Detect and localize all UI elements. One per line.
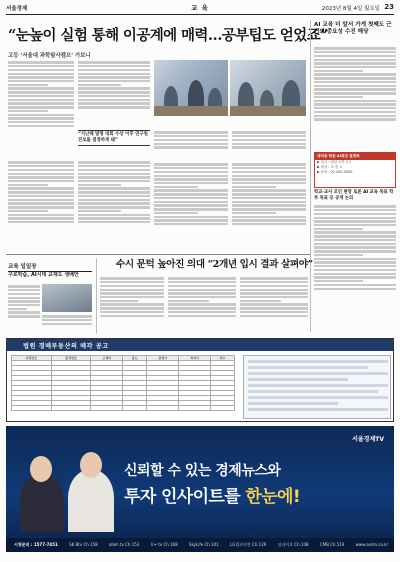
text-line	[154, 189, 228, 191]
text-line	[232, 197, 306, 199]
text-line	[314, 276, 396, 278]
text-line	[8, 161, 74, 163]
story2-body	[168, 276, 236, 334]
text-line	[78, 76, 150, 78]
anchor-head	[80, 452, 102, 478]
story2-body	[100, 276, 164, 334]
text-line	[314, 254, 363, 256]
text-line	[314, 85, 396, 87]
section-rule	[6, 254, 310, 255]
lead-headline: “눈높이 실험 통해 이공계에 매력…공부팁도 얻었죠”	[8, 27, 328, 44]
text-line	[154, 186, 198, 188]
channel-item: SK Btv Ch.158	[69, 542, 98, 547]
text-line	[8, 165, 74, 167]
lead-body-column	[78, 60, 150, 128]
text-line	[240, 285, 308, 287]
text-line	[78, 73, 150, 75]
ad-headline-2-a: 투자 인사이트를	[124, 487, 246, 507]
publication-name: 서울경제	[6, 6, 28, 12]
text-line	[154, 219, 228, 221]
text-line	[100, 296, 164, 298]
section-title: 교 육	[191, 4, 209, 12]
auction-col-header: 사건번호	[12, 356, 52, 361]
text-line	[314, 261, 396, 263]
text-line	[232, 175, 306, 177]
text-line	[8, 202, 74, 204]
text-line	[78, 87, 150, 89]
text-line	[314, 209, 396, 211]
text-line	[232, 193, 306, 195]
text-line	[78, 161, 150, 163]
text-line	[78, 69, 150, 71]
text-line	[8, 169, 74, 171]
text-line	[42, 319, 92, 321]
text-line	[8, 61, 74, 63]
text-line	[8, 184, 48, 186]
text-line	[78, 102, 150, 104]
text-line	[314, 250, 396, 252]
text-line	[168, 303, 236, 305]
text-line	[154, 223, 228, 225]
text-line	[8, 99, 74, 101]
detail-line	[248, 372, 388, 375]
text-line	[8, 180, 74, 182]
text-line	[314, 231, 396, 233]
ad-headline-1: 신뢰할 수 있는 경제뉴스와	[124, 463, 281, 479]
text-line	[314, 77, 396, 79]
text-line	[154, 178, 228, 180]
text-line	[78, 187, 150, 189]
text-line	[240, 307, 308, 309]
text-line	[240, 311, 308, 313]
photo-desk	[230, 106, 306, 116]
text-line	[8, 125, 74, 127]
text-line	[168, 315, 236, 317]
page-number: 23	[384, 3, 394, 11]
text-line	[78, 206, 150, 208]
text-line	[8, 300, 40, 302]
text-line	[314, 107, 396, 109]
photo-caption	[154, 118, 306, 128]
text-line	[314, 273, 396, 275]
text-line	[314, 118, 396, 120]
text-line	[154, 131, 228, 133]
text-line	[78, 221, 150, 223]
text-line	[168, 277, 236, 279]
text-line	[154, 167, 228, 169]
column-rule	[310, 20, 311, 332]
text-line	[100, 315, 164, 317]
lead-body-column	[232, 162, 306, 250]
text-line	[240, 292, 308, 294]
story2-body	[240, 276, 308, 334]
text-line	[168, 300, 209, 302]
text-line	[314, 213, 396, 215]
text-line	[8, 206, 74, 208]
text-line	[232, 189, 306, 191]
text-line	[8, 285, 40, 287]
auction-title: 법원 경매부동산의 매각 공고	[7, 339, 393, 351]
text-line	[8, 311, 40, 313]
text-line	[314, 239, 396, 241]
text-line	[232, 216, 306, 218]
text-line	[232, 135, 306, 137]
text-line	[78, 65, 150, 67]
text-line	[42, 315, 92, 317]
text-line	[154, 201, 228, 203]
auction-col-header: 최저가	[179, 356, 211, 361]
text-line	[240, 277, 308, 279]
text-line	[8, 191, 74, 193]
text-line	[78, 99, 150, 101]
text-line	[314, 115, 396, 117]
lead-body-column	[154, 130, 228, 160]
auction-col-header: 감정가	[147, 356, 179, 361]
text-line	[314, 73, 396, 75]
text-line	[154, 193, 228, 195]
detail-line	[248, 390, 378, 393]
text-line	[240, 303, 308, 305]
text-line	[314, 284, 396, 286]
text-line	[78, 173, 150, 175]
text-line	[8, 110, 48, 112]
text-line	[154, 163, 228, 165]
text-line	[78, 195, 150, 197]
text-line	[78, 61, 150, 63]
lead-body-column	[8, 60, 74, 156]
lead-body-column	[154, 162, 228, 250]
text-line	[8, 65, 74, 67]
text-line	[240, 281, 308, 283]
auction-col-header: 용도	[123, 356, 147, 361]
info-box-item: ▶ 대상 : 초·중·고	[317, 165, 343, 169]
detail-line	[248, 384, 388, 387]
issue-date: 2023년 8월 4일 월요일	[321, 6, 380, 12]
text-line	[8, 214, 74, 216]
inquiry-phone: 시청문의 : 1577-7451	[14, 542, 58, 547]
text-line	[314, 92, 396, 94]
text-line	[8, 117, 74, 119]
text-line	[168, 296, 236, 298]
text-line	[168, 281, 236, 283]
text-line	[232, 139, 306, 141]
text-line	[8, 293, 40, 295]
text-line	[100, 292, 164, 294]
text-line	[8, 76, 74, 78]
lead-subhead: 고등 ‘서울대 과학탐사캠프’ 가보니	[8, 53, 91, 59]
auction-details-panel	[243, 355, 391, 419]
channel-item: SkyLife Ch.101	[188, 542, 219, 547]
sidebar-info-box	[314, 152, 396, 188]
sidebar-headline: AI 교육 더 앞서 가게 첫째도 근거의 중요성 수진 해당	[314, 22, 392, 36]
text-line	[232, 131, 306, 133]
diary-body	[42, 314, 92, 332]
text-line	[78, 91, 150, 93]
text-line	[154, 143, 228, 145]
text-line	[314, 100, 396, 102]
text-line	[8, 289, 40, 291]
text-line	[8, 80, 74, 82]
text-line	[232, 167, 306, 169]
text-line	[314, 96, 363, 98]
text-line	[78, 84, 121, 86]
text-line	[100, 285, 164, 287]
diary-photo	[42, 284, 92, 312]
lead-photo-right	[230, 60, 306, 116]
text-line	[78, 217, 150, 219]
text-line	[154, 171, 228, 173]
diary-section-title: 교육 일일장	[8, 262, 92, 272]
text-line	[314, 111, 396, 113]
text-line	[100, 277, 164, 279]
text-line	[154, 204, 228, 206]
text-line	[240, 296, 308, 298]
tv-logo: 서울경제TV	[352, 436, 384, 443]
text-line	[232, 186, 276, 188]
channel-item: U+ tv Ch.168	[150, 542, 178, 547]
auction-table	[11, 355, 235, 411]
text-line	[314, 88, 396, 90]
info-box-item: ▶ 일시 : 매일 오후 2시	[317, 160, 352, 164]
text-line	[314, 55, 396, 57]
ad-channel-bar	[6, 538, 394, 552]
masthead	[6, 3, 394, 13]
channel-item: 딜라이브 Ch.108	[277, 542, 309, 547]
text-line	[8, 176, 74, 178]
text-line	[154, 146, 228, 148]
diary-headline: 구로학습, AI시대 교재도 생배만	[8, 272, 79, 278]
text-line	[78, 202, 150, 204]
text-line	[8, 221, 74, 223]
text-line	[8, 315, 40, 317]
text-line	[78, 165, 150, 167]
text-line	[232, 212, 276, 214]
text-line	[232, 208, 306, 210]
text-line	[78, 180, 150, 182]
text-line	[314, 70, 363, 72]
court-auction-notice	[6, 338, 394, 422]
text-line	[314, 258, 396, 260]
text-line	[78, 199, 150, 201]
website: www.sentv.co.kr	[355, 542, 389, 547]
text-line	[314, 288, 396, 290]
seoul-economy-tv-ad	[6, 426, 394, 552]
text-line	[314, 217, 396, 219]
text-line	[78, 176, 150, 178]
text-line	[8, 95, 74, 97]
channel-item: CMB Ch.519	[319, 542, 345, 547]
text-line	[314, 265, 396, 267]
text-line	[100, 307, 164, 309]
ad-headline-2-highlight: 한눈에!	[245, 487, 301, 507]
text-line	[168, 289, 236, 291]
text-line	[314, 51, 396, 53]
text-line	[42, 323, 92, 325]
auction-col-header: 소재지	[91, 356, 123, 361]
ad-anchors-image	[16, 446, 120, 532]
text-line	[100, 311, 164, 313]
anchor-figure	[68, 470, 114, 532]
text-line	[8, 91, 74, 93]
column-rule	[96, 258, 97, 334]
detail-line	[248, 408, 388, 411]
detail-line	[248, 360, 388, 363]
sidebar-headline-2: 학교·교사 모인 현장 토론 AI 교육 목표 학부 목표 등 공개 논의	[314, 190, 394, 201]
text-line	[78, 214, 150, 216]
text-line	[100, 303, 164, 305]
text-line	[232, 178, 306, 180]
story2-headline: 수시 문턱 높아진 의대 “2개년 입시 결과 살펴야”	[116, 259, 313, 270]
text-line	[314, 228, 363, 230]
ad-headline-2	[124, 482, 300, 507]
detail-line	[248, 402, 338, 405]
text-line	[154, 139, 228, 141]
text-line	[8, 199, 74, 201]
text-line	[8, 297, 40, 299]
text-line	[78, 210, 121, 212]
text-line	[314, 243, 396, 245]
text-line	[314, 246, 396, 248]
text-line	[232, 143, 306, 145]
text-line	[154, 197, 228, 199]
text-line	[8, 87, 74, 89]
text-line	[240, 300, 281, 302]
lead-body-column	[78, 160, 150, 250]
text-line	[78, 191, 150, 193]
text-line	[314, 280, 363, 282]
text-line	[154, 212, 198, 214]
text-line	[232, 223, 306, 225]
detail-line	[248, 396, 388, 399]
text-line	[78, 169, 150, 171]
text-line	[8, 114, 74, 116]
text-line	[240, 315, 308, 317]
text-line	[8, 121, 74, 123]
lead-body-column	[232, 130, 306, 160]
text-line	[232, 171, 306, 173]
text-line	[8, 304, 40, 306]
text-line	[314, 205, 396, 207]
text-line	[154, 175, 228, 177]
text-line	[78, 95, 150, 97]
text-line	[8, 173, 74, 175]
text-line	[232, 182, 306, 184]
detail-line	[248, 366, 368, 369]
text-line	[240, 289, 308, 291]
anchor-head	[30, 456, 52, 482]
text-line	[232, 201, 306, 203]
text-line	[8, 69, 74, 71]
auction-col-header: 비고	[211, 356, 235, 361]
text-line	[314, 103, 396, 105]
text-line	[314, 269, 396, 271]
lead-pullquote: “지난해 발명 대회 수상 이후 연구원 진로를 결정하게 돼”	[78, 130, 150, 146]
text-line	[8, 187, 74, 189]
text-line	[314, 66, 396, 68]
text-line	[168, 307, 236, 309]
text-line	[314, 81, 396, 83]
text-line	[8, 308, 27, 310]
text-line	[314, 235, 396, 237]
diary-body	[8, 284, 40, 332]
text-line	[8, 217, 74, 219]
detail-line	[248, 378, 348, 381]
text-line	[314, 59, 396, 61]
table-row	[12, 406, 235, 411]
text-line	[8, 195, 74, 197]
text-line	[168, 285, 236, 287]
anchor-figure	[20, 474, 64, 532]
info-box-title: 대치동 학원 AI특강 설명회	[315, 153, 395, 160]
text-line	[8, 210, 48, 212]
text-line	[100, 289, 164, 291]
info-box-item: ▶ 문의 : 02-000-0000	[317, 170, 353, 174]
text-line	[8, 84, 48, 86]
text-line	[154, 135, 228, 137]
text-line	[154, 182, 228, 184]
text-line	[78, 80, 150, 82]
text-line	[232, 204, 306, 206]
text-line	[100, 300, 138, 302]
text-line	[154, 208, 228, 210]
sidebar-body	[314, 46, 396, 150]
text-line	[168, 292, 236, 294]
text-line	[232, 163, 306, 165]
photo-desk	[154, 106, 228, 116]
text-line	[78, 106, 150, 108]
text-line	[314, 220, 396, 222]
lead-body-column	[8, 160, 74, 250]
text-line	[78, 184, 121, 186]
text-line	[154, 216, 228, 218]
text-line	[314, 62, 396, 64]
text-line	[232, 146, 306, 148]
text-line	[314, 47, 396, 49]
text-line	[168, 311, 236, 313]
sidebar-body-2	[314, 204, 396, 324]
text-line	[314, 224, 396, 226]
lead-photo-left	[154, 60, 228, 116]
auction-col-header: 물건번호	[51, 356, 91, 361]
channel-item: olleh tv Ch.153	[108, 542, 140, 547]
text-line	[100, 281, 164, 283]
text-line	[8, 73, 74, 75]
text-line	[8, 106, 74, 108]
text-line	[232, 219, 306, 221]
masthead-rule	[6, 14, 394, 15]
channel-item: LG헬로비전 Ch.129	[230, 542, 267, 547]
text-line	[8, 102, 74, 104]
